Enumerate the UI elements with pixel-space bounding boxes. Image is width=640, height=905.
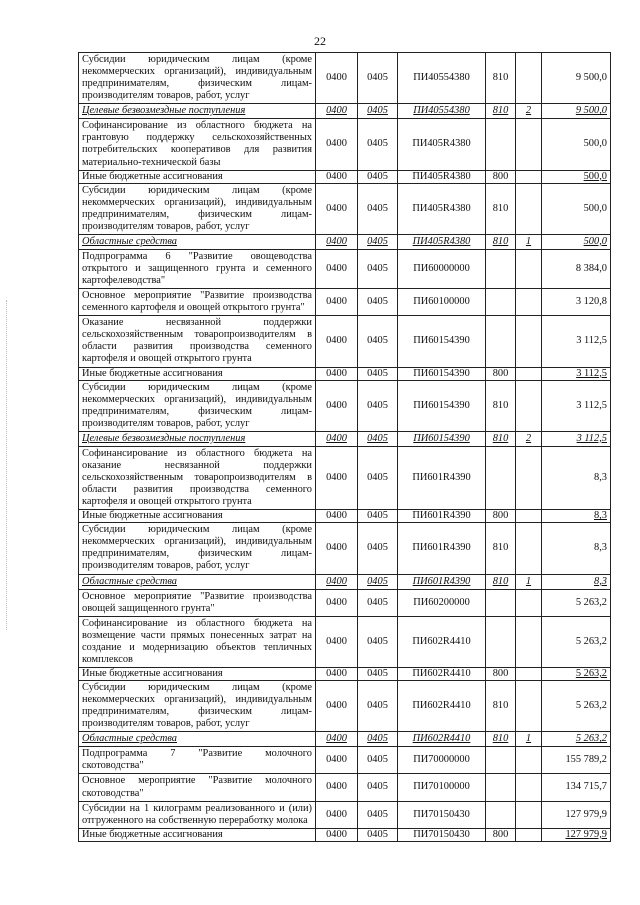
amount-cell: 8,3 xyxy=(542,446,611,509)
target-article-code-cell: ПИ601R4390 xyxy=(398,574,486,589)
expense-name-cell: Субсидии юридическим лицам (кроме некоммерческих организаций), индивидуальным предпринимателям, физическим лицам-производителям товаров, работ, услуг xyxy=(79,380,316,431)
funding-source-code-cell xyxy=(516,523,542,574)
amount-cell: 8 384,0 xyxy=(542,249,611,288)
amount-cell: 5 263,2 xyxy=(542,732,611,747)
page-number: 22 xyxy=(314,34,326,48)
section-code-cell: 0405 xyxy=(358,747,398,774)
amount-cell: 500,0 xyxy=(542,234,611,249)
funding-source-code-cell: 1 xyxy=(516,732,542,747)
target-article-code-cell: ПИ602R4410 xyxy=(398,732,486,747)
funding-source-code-cell xyxy=(516,616,542,667)
table-row xyxy=(79,119,611,170)
section-code-cell: 0405 xyxy=(358,510,398,523)
table-row xyxy=(79,510,611,523)
section-code-cell: 0405 xyxy=(358,801,398,828)
target-article-code-cell: ПИ405R4380 xyxy=(398,234,486,249)
table-row xyxy=(79,53,611,104)
table-row xyxy=(79,316,611,367)
expense-type-code-cell xyxy=(486,289,516,316)
amount-cell: 5 263,2 xyxy=(542,589,611,616)
amount-cell: 8,3 xyxy=(542,574,611,589)
amount-cell: 155 789,2 xyxy=(542,747,611,774)
expense-name-cell: Иные бюджетные ассигнования xyxy=(79,510,316,523)
funding-source-code-cell xyxy=(516,446,542,509)
expense-type-code-cell: 810 xyxy=(486,234,516,249)
section-code-cell: 0405 xyxy=(358,380,398,431)
funding-source-code-cell xyxy=(516,828,542,841)
funding-source-code-cell xyxy=(516,667,542,680)
amount-cell: 5 263,2 xyxy=(542,667,611,680)
table-row xyxy=(79,431,611,446)
target-article-code-cell: ПИ405R4380 xyxy=(398,119,486,170)
expense-type-code-cell xyxy=(486,801,516,828)
amount-cell: 3 112,5 xyxy=(542,431,611,446)
department-code-cell: 0400 xyxy=(316,589,358,616)
department-code-cell: 0400 xyxy=(316,828,358,841)
expense-type-code-cell: 800 xyxy=(486,510,516,523)
table-row xyxy=(79,681,611,732)
table-row xyxy=(79,732,611,747)
funding-source-code-cell: 2 xyxy=(516,431,542,446)
table-row xyxy=(79,667,611,680)
department-code-cell: 0400 xyxy=(316,316,358,367)
expense-name-cell: Целевые безвозмездные поступления xyxy=(79,104,316,119)
department-code-cell: 0400 xyxy=(316,774,358,801)
amount-cell: 500,0 xyxy=(542,183,611,234)
table-row xyxy=(79,747,611,774)
funding-source-code-cell: 1 xyxy=(516,234,542,249)
section-code-cell: 0405 xyxy=(358,367,398,380)
expense-name-cell: Софинансирование из областного бюджета на оказание несвязанной поддержки сельскохозяйственным товаропроизводителям в области развития производства семенного картофеля и овощей открытого грунта xyxy=(79,446,316,509)
expense-type-code-cell: 810 xyxy=(486,53,516,104)
department-code-cell: 0400 xyxy=(316,170,358,183)
department-code-cell: 0400 xyxy=(316,681,358,732)
department-code-cell: 0400 xyxy=(316,431,358,446)
funding-source-code-cell xyxy=(516,367,542,380)
section-code-cell: 0405 xyxy=(358,681,398,732)
department-code-cell: 0400 xyxy=(316,119,358,170)
section-code-cell: 0405 xyxy=(358,104,398,119)
amount-cell: 9 500,0 xyxy=(542,104,611,119)
section-code-cell: 0405 xyxy=(358,523,398,574)
section-code-cell: 0405 xyxy=(358,589,398,616)
table-row xyxy=(79,380,611,431)
funding-source-code-cell: 1 xyxy=(516,574,542,589)
department-code-cell: 0400 xyxy=(316,510,358,523)
expense-name-cell: Целевые безвозмездные поступления xyxy=(79,431,316,446)
expense-name-cell: Подпрограмма 6 "Развитие овощеводства открытого и защищенного грунта и семенного картофелеводства" xyxy=(79,249,316,288)
department-code-cell: 0400 xyxy=(316,667,358,680)
expense-name-cell: Областные средства xyxy=(79,574,316,589)
expense-name-cell: Основное мероприятие "Развитие производства семенного картофеля и овощей открытого грунта" xyxy=(79,289,316,316)
target-article-code-cell: ПИ70150430 xyxy=(398,828,486,841)
expense-type-code-cell: 810 xyxy=(486,681,516,732)
section-code-cell: 0405 xyxy=(358,316,398,367)
funding-source-code-cell xyxy=(516,801,542,828)
table-row xyxy=(79,234,611,249)
section-code-cell: 0405 xyxy=(358,667,398,680)
department-code-cell: 0400 xyxy=(316,249,358,288)
table-row xyxy=(79,170,611,183)
expense-name-cell: Иные бюджетные ассигнования xyxy=(79,170,316,183)
expense-type-code-cell: 810 xyxy=(486,523,516,574)
department-code-cell: 0400 xyxy=(316,616,358,667)
expense-name-cell: Основное мероприятие "Развитие молочного скотоводства" xyxy=(79,774,316,801)
target-article-code-cell: ПИ60154390 xyxy=(398,316,486,367)
department-code-cell: 0400 xyxy=(316,523,358,574)
table-row xyxy=(79,249,611,288)
amount-cell: 3 112,5 xyxy=(542,367,611,380)
funding-source-code-cell xyxy=(516,53,542,104)
expense-type-code-cell xyxy=(486,774,516,801)
section-code-cell: 0405 xyxy=(358,234,398,249)
expense-name-cell: Софинансирование из областного бюджета на возмещение части прямых понесенных затрат на создание и модернизацию объектов тепличных комплексов xyxy=(79,616,316,667)
expense-name-cell: Субсидии юридическим лицам (кроме некоммерческих организаций), индивидуальным предпринимателям, физическим лицам-производителям товаров, работ, услуг xyxy=(79,523,316,574)
department-code-cell: 0400 xyxy=(316,289,358,316)
section-code-cell: 0405 xyxy=(358,183,398,234)
table-row xyxy=(79,801,611,828)
expense-name-cell: Подпрограмма 7 "Развитие молочного скотоводства" xyxy=(79,747,316,774)
expense-type-code-cell: 810 xyxy=(486,183,516,234)
table-row xyxy=(79,828,611,841)
expense-type-code-cell: 800 xyxy=(486,170,516,183)
target-article-code-cell: ПИ601R4390 xyxy=(398,523,486,574)
expense-type-code-cell xyxy=(486,446,516,509)
target-article-code-cell: ПИ70000000 xyxy=(398,747,486,774)
expense-type-code-cell: 810 xyxy=(486,732,516,747)
funding-source-code-cell xyxy=(516,170,542,183)
amount-cell: 5 263,2 xyxy=(542,616,611,667)
margin-binding-dots xyxy=(6,300,8,630)
department-code-cell: 0400 xyxy=(316,446,358,509)
table-row xyxy=(79,774,611,801)
expense-name-cell: Основное мероприятие "Развитие производства овощей защищенного грунта" xyxy=(79,589,316,616)
amount-cell: 127 979,9 xyxy=(542,801,611,828)
department-code-cell: 0400 xyxy=(316,747,358,774)
expense-name-cell: Иные бюджетные ассигнования xyxy=(79,667,316,680)
section-code-cell: 0405 xyxy=(358,774,398,801)
table-row xyxy=(79,289,611,316)
target-article-code-cell: ПИ60000000 xyxy=(398,249,486,288)
target-article-code-cell: ПИ60154390 xyxy=(398,367,486,380)
target-article-code-cell: ПИ601R4390 xyxy=(398,446,486,509)
table-row xyxy=(79,523,611,574)
target-article-code-cell: ПИ40554380 xyxy=(398,53,486,104)
amount-cell: 5 263,2 xyxy=(542,681,611,732)
department-code-cell: 0400 xyxy=(316,801,358,828)
expense-type-code-cell xyxy=(486,249,516,288)
expense-name-cell: Софинансирование из областного бюджета на грантовую поддержку сельскохозяйственных потребительских кооперативов для развития материально-технической базы xyxy=(79,119,316,170)
funding-source-code-cell xyxy=(516,681,542,732)
expense-type-code-cell xyxy=(486,747,516,774)
table-row xyxy=(79,616,611,667)
target-article-code-cell: ПИ60154390 xyxy=(398,380,486,431)
department-code-cell: 0400 xyxy=(316,367,358,380)
table-row xyxy=(79,183,611,234)
target-article-code-cell: ПИ405R4380 xyxy=(398,170,486,183)
amount-cell: 8,3 xyxy=(542,510,611,523)
expense-type-code-cell: 810 xyxy=(486,104,516,119)
expense-name-cell: Субсидии на 1 килограмм реализованного и (или) отгруженного на собственную переработку молока xyxy=(79,801,316,828)
expense-type-code-cell: 800 xyxy=(486,667,516,680)
amount-cell: 134 715,7 xyxy=(542,774,611,801)
table-row xyxy=(79,104,611,119)
expense-type-code-cell xyxy=(486,589,516,616)
expense-name-cell: Оказание несвязанной поддержки сельскохозяйственным товаропроизводителям в области развития производства семенного картофеля и овощей открытого грунта xyxy=(79,316,316,367)
target-article-code-cell: ПИ70100000 xyxy=(398,774,486,801)
expense-name-cell: Субсидии юридическим лицам (кроме некоммерческих организаций), индивидуальным предпринимателям, физическим лицам-производителям товаров, работ, услуг xyxy=(79,53,316,104)
funding-source-code-cell xyxy=(516,316,542,367)
expense-type-code-cell xyxy=(486,119,516,170)
budget-table-body xyxy=(79,53,611,842)
amount-cell: 500,0 xyxy=(542,170,611,183)
expense-name-cell: Областные средства xyxy=(79,732,316,747)
funding-source-code-cell xyxy=(516,747,542,774)
section-code-cell: 0405 xyxy=(358,828,398,841)
expense-type-code-cell xyxy=(486,316,516,367)
department-code-cell: 0400 xyxy=(316,183,358,234)
target-article-code-cell: ПИ602R4410 xyxy=(398,667,486,680)
section-code-cell: 0405 xyxy=(358,289,398,316)
funding-source-code-cell xyxy=(516,589,542,616)
section-code-cell: 0405 xyxy=(358,119,398,170)
funding-source-code-cell xyxy=(516,774,542,801)
section-code-cell: 0405 xyxy=(358,170,398,183)
funding-source-code-cell xyxy=(516,183,542,234)
table-row xyxy=(79,367,611,380)
expense-name-cell: Областные средства xyxy=(79,234,316,249)
section-code-cell: 0405 xyxy=(358,249,398,288)
funding-source-code-cell xyxy=(516,289,542,316)
department-code-cell: 0400 xyxy=(316,104,358,119)
section-code-cell: 0405 xyxy=(358,446,398,509)
budget-table xyxy=(78,52,611,842)
department-code-cell: 0400 xyxy=(316,732,358,747)
funding-source-code-cell: 2 xyxy=(516,104,542,119)
table-row xyxy=(79,574,611,589)
target-article-code-cell: ПИ602R4410 xyxy=(398,681,486,732)
amount-cell: 500,0 xyxy=(542,119,611,170)
expense-name-cell: Иные бюджетные ассигнования xyxy=(79,367,316,380)
target-article-code-cell: ПИ60100000 xyxy=(398,289,486,316)
target-article-code-cell: ПИ60200000 xyxy=(398,589,486,616)
funding-source-code-cell xyxy=(516,249,542,288)
amount-cell: 3 112,5 xyxy=(542,380,611,431)
department-code-cell: 0400 xyxy=(316,234,358,249)
amount-cell: 9 500,0 xyxy=(542,53,611,104)
target-article-code-cell: ПИ602R4410 xyxy=(398,616,486,667)
section-code-cell: 0405 xyxy=(358,732,398,747)
funding-source-code-cell xyxy=(516,380,542,431)
amount-cell: 8,3 xyxy=(542,523,611,574)
section-code-cell: 0405 xyxy=(358,431,398,446)
target-article-code-cell: ПИ405R4380 xyxy=(398,183,486,234)
target-article-code-cell: ПИ601R4390 xyxy=(398,510,486,523)
table-row xyxy=(79,446,611,509)
amount-cell: 3 112,5 xyxy=(542,316,611,367)
target-article-code-cell: ПИ70150430 xyxy=(398,801,486,828)
department-code-cell: 0400 xyxy=(316,380,358,431)
expense-type-code-cell xyxy=(486,616,516,667)
target-article-code-cell: ПИ40554380 xyxy=(398,104,486,119)
table-row xyxy=(79,589,611,616)
funding-source-code-cell xyxy=(516,510,542,523)
expense-type-code-cell: 810 xyxy=(486,431,516,446)
section-code-cell: 0405 xyxy=(358,616,398,667)
amount-cell: 3 120,8 xyxy=(542,289,611,316)
section-code-cell: 0405 xyxy=(358,574,398,589)
expense-type-code-cell: 800 xyxy=(486,828,516,841)
target-article-code-cell: ПИ60154390 xyxy=(398,431,486,446)
amount-cell: 127 979,9 xyxy=(542,828,611,841)
department-code-cell: 0400 xyxy=(316,574,358,589)
funding-source-code-cell xyxy=(516,119,542,170)
expense-type-code-cell: 810 xyxy=(486,574,516,589)
department-code-cell: 0400 xyxy=(316,53,358,104)
section-code-cell: 0405 xyxy=(358,53,398,104)
expense-name-cell: Иные бюджетные ассигнования xyxy=(79,828,316,841)
expense-type-code-cell: 810 xyxy=(486,380,516,431)
expense-type-code-cell: 800 xyxy=(486,367,516,380)
expense-name-cell: Субсидии юридическим лицам (кроме некоммерческих организаций), индивидуальным предпринимателям, физическим лицам-производителям товаров, работ, услуг xyxy=(79,183,316,234)
expense-name-cell: Субсидии юридическим лицам (кроме некоммерческих организаций), индивидуальным предпринимателям, физическим лицам-производителям товаров, работ, услуг xyxy=(79,681,316,732)
